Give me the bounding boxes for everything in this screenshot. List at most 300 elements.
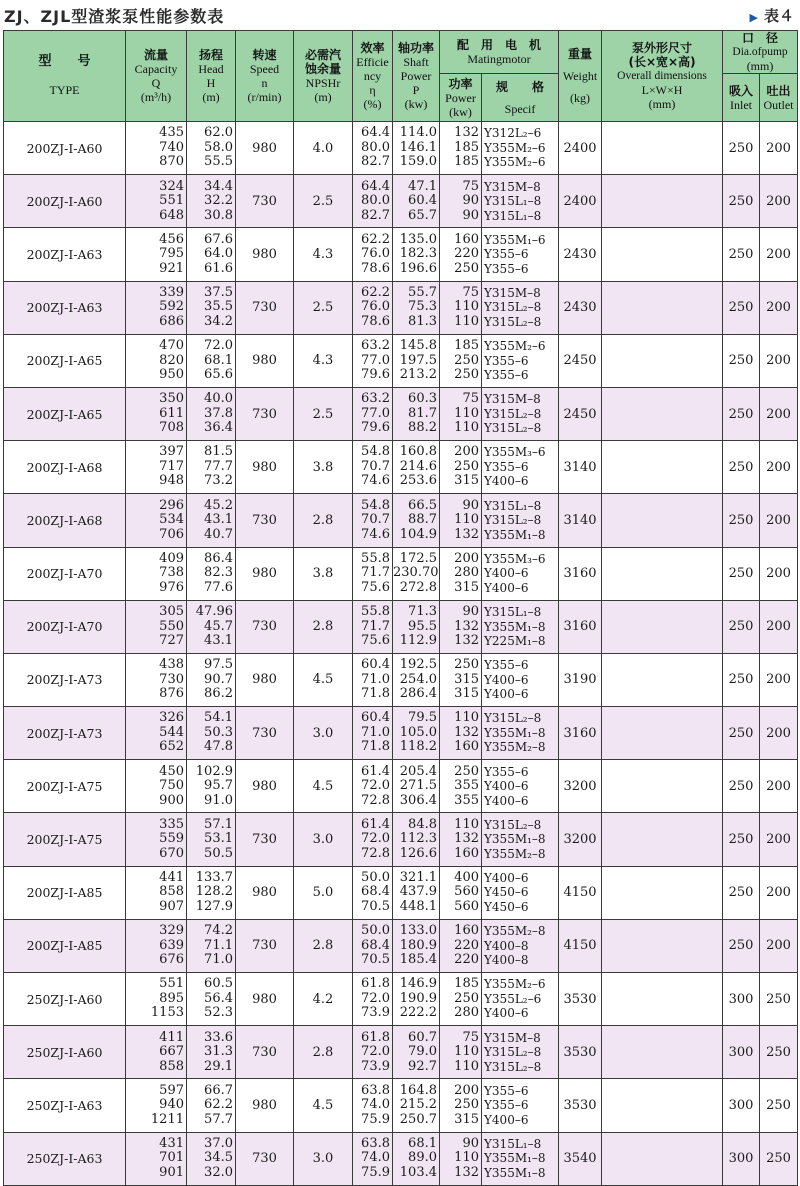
cell-dimensions [602,494,723,547]
value-spec: Y315L₂–8 [484,1045,542,1060]
value-q: 326 [159,710,184,726]
value-q: 940 [159,1097,184,1113]
value-p: 88.7 [408,512,437,528]
cell-h [187,1026,236,1079]
value-eff: 70.7 [361,458,390,474]
cell-n: 730 [236,919,294,972]
cell-eff [353,760,393,813]
value-p: 160.8 [399,444,437,460]
value-eff: 63.8 [361,1135,390,1151]
cell-spec [482,281,559,334]
cell-type: 200ZJ-I-A60 [4,122,126,175]
cell-inlet: 250 [723,334,760,387]
value-mp: 185 [454,154,479,170]
cell-inlet: 250 [723,175,760,228]
value-q: 335 [159,816,184,832]
cell-dimensions [602,441,723,494]
value-p: 65.7 [408,207,437,223]
cell-spec [482,973,559,1026]
value-h: 45.2 [204,497,233,513]
value-mp: 250 [454,260,479,276]
cell-dimensions [602,228,723,281]
cell-n: 980 [236,334,294,387]
value-eff: 70.7 [361,512,390,528]
value-h: 53.1 [204,831,233,847]
value-mp: 90 [462,497,479,513]
value-h: 57.7 [204,1111,233,1127]
value-mp: 250 [454,352,479,368]
value-eff: 62.2 [361,284,390,300]
value-h: 72.0 [204,338,233,354]
cell-mp [440,653,482,706]
cell-type: 200ZJ-I-A68 [4,494,126,547]
value-p: 47.1 [408,178,437,194]
cell-q [126,441,187,494]
cell-eff [353,707,393,760]
value-mp: 132 [454,831,479,847]
cell-type: 200ZJ-I-A60 [4,175,126,228]
value-eff: 71.0 [361,671,390,687]
value-q: 397 [159,444,184,460]
value-spec: Y400–6 [484,1006,529,1021]
cell-mp [440,228,482,281]
value-p: 205.4 [399,763,437,779]
value-q: 409 [159,550,184,566]
value-mp: 132 [454,526,479,542]
value-mp: 280 [454,565,479,581]
value-mp: 185 [454,338,479,354]
cell-mp [440,866,482,919]
cell-h [187,760,236,813]
cell-eff [353,281,393,334]
cell-h [187,707,236,760]
value-eff: 74.6 [361,526,390,542]
value-h: 81.5 [204,444,233,460]
table-row [4,600,798,653]
value-p: 81.3 [408,313,437,329]
cell-type: 250ZJ-I-A63 [4,1079,126,1132]
value-q: 450 [159,763,184,779]
cell-spec [482,813,559,866]
value-h: 47.96 [195,604,233,620]
value-h: 52.3 [204,1005,233,1021]
value-p: 66.5 [408,497,437,513]
value-mp: 250 [454,367,479,383]
header-speed: 转速 Speed n (r/min) [236,31,294,122]
cell-n: 730 [236,600,294,653]
value-mp: 75 [462,391,479,407]
value-p: 321.1 [399,869,437,885]
value-p: 60.3 [408,391,437,407]
value-eff: 60.4 [361,657,390,673]
value-p: 114.0 [399,125,437,141]
value-eff: 54.8 [361,497,390,513]
value-p: 75.3 [408,299,437,315]
value-h: 32.0 [204,1164,233,1180]
value-spec: Y355–6 [484,658,529,673]
cell-eff [353,600,393,653]
value-q: 648 [159,207,184,223]
value-h: 61.6 [204,260,233,276]
table-header [4,31,798,122]
value-spec: Y400–6 [484,566,529,581]
cell-type: 200ZJ-I-A65 [4,334,126,387]
value-eff: 78.6 [361,313,390,329]
value-h: 133.7 [195,869,233,885]
value-mp: 220 [454,937,479,953]
cell-outlet: 200 [760,919,798,972]
value-h: 34.5 [204,1150,233,1166]
value-mp: 160 [454,231,479,247]
value-p: 88.2 [408,420,437,436]
cell-h [187,228,236,281]
value-q: 592 [159,299,184,315]
cell-mp [440,441,482,494]
value-eff: 72.8 [361,792,390,808]
cell-dimensions [602,707,723,760]
value-mp: 200 [454,1082,479,1098]
value-mp: 315 [454,686,479,702]
value-q: 795 [159,246,184,262]
value-mp: 250 [454,458,479,474]
value-eff: 72.0 [361,990,390,1006]
cell-outlet: 200 [760,122,798,175]
cell-outlet: 200 [760,547,798,600]
value-p: 79.0 [408,1044,437,1060]
value-spec: Y315M–8 [484,179,541,194]
value-q: 820 [159,352,184,368]
cell-q [126,919,187,972]
value-h: 45.7 [204,618,233,634]
cell-spec [482,547,559,600]
value-spec: Y225M₁–8 [484,634,546,649]
value-eff: 60.4 [361,710,390,726]
cell-type: 200ZJ-I-A75 [4,813,126,866]
cell-inlet: 250 [723,707,760,760]
value-spec: Y355M₂–8 [484,740,546,755]
value-p: 437.9 [399,884,437,900]
value-mp: 220 [454,952,479,968]
cell-w: 3160 [559,547,602,600]
value-spec: Y355M₃–6 [484,551,546,566]
cell-npsh: 4.3 [294,228,353,281]
cell-w: 2400 [559,175,602,228]
value-q: 907 [159,898,184,914]
cell-n: 980 [236,760,294,813]
cell-eff [353,1026,393,1079]
cell-mp [440,973,482,1026]
cell-dimensions [602,866,723,919]
value-eff: 64.4 [361,125,390,141]
value-q: 456 [159,231,184,247]
header-shaft-power: 轴功率 Shaft Power P (kw) [393,31,440,122]
value-mp: 315 [454,671,479,687]
value-spec: Y355M₂–6 [484,977,546,992]
value-mp: 90 [462,604,479,620]
cell-p [393,334,440,387]
cell-mp [440,547,482,600]
value-eff: 78.6 [361,260,390,276]
value-eff: 79.6 [361,420,390,436]
cell-w: 3190 [559,653,602,706]
value-spec: Y355M₂–6 [484,155,546,170]
value-q: 667 [159,1044,184,1060]
cell-dimensions [602,387,723,440]
value-eff: 72.0 [361,1044,390,1060]
cell-mp [440,760,482,813]
cell-n: 730 [236,494,294,547]
value-q: 976 [159,579,184,595]
cell-w: 2450 [559,334,602,387]
cell-inlet: 250 [723,281,760,334]
value-h: 54.1 [204,710,233,726]
value-h: 34.2 [204,313,233,329]
cell-p [393,494,440,547]
cell-type: 200ZJ-I-A85 [4,866,126,919]
value-q: 544 [159,724,184,740]
cell-eff [353,813,393,866]
cell-npsh: 3.0 [294,707,353,760]
cell-q [126,387,187,440]
cell-eff [353,175,393,228]
cell-spec [482,600,559,653]
cell-w: 3140 [559,494,602,547]
cell-dimensions [602,760,723,813]
cell-p [393,1132,440,1185]
value-spec: Y355–6 [484,247,529,262]
cell-w: 3540 [559,1132,602,1185]
table-row [4,122,798,175]
value-p: 215.2 [399,1097,437,1113]
cell-mp [440,600,482,653]
value-eff: 64.4 [361,178,390,194]
value-spec: Y355M₃–6 [484,445,546,460]
value-mp: 132 [454,618,479,634]
cell-q [126,760,187,813]
value-eff: 70.5 [361,898,390,914]
cell-mp [440,1026,482,1079]
cell-eff [353,334,393,387]
value-h: 82.3 [204,565,233,581]
value-h: 29.1 [204,1058,233,1074]
cell-npsh: 3.8 [294,441,353,494]
cell-npsh: 4.5 [294,1079,353,1132]
cell-q [126,600,187,653]
value-p: 182.3 [399,246,437,262]
value-p: 133.0 [399,923,437,939]
cell-eff [353,387,393,440]
cell-npsh: 2.8 [294,1026,353,1079]
value-h: 37.0 [204,1135,233,1151]
value-spec: Y315L₂–8 [484,513,542,528]
cell-w: 2450 [559,387,602,440]
value-p: 192.5 [399,657,437,673]
table-number: 表４ [763,7,794,25]
value-h: 65.6 [204,367,233,383]
value-q: 431 [159,1135,184,1151]
value-p: 271.5 [399,778,437,794]
value-mp: 250 [454,990,479,1006]
cell-p [393,122,440,175]
value-eff: 55.8 [361,604,390,620]
value-p: 180.9 [399,937,437,953]
cell-h [187,600,236,653]
cell-inlet: 300 [723,1026,760,1079]
value-p: 60.7 [408,1029,437,1045]
value-eff: 72.0 [361,778,390,794]
value-eff: 73.9 [361,1005,390,1021]
value-q: 727 [159,633,184,649]
value-p: 146.9 [399,976,437,992]
value-mp: 315 [454,473,479,489]
value-p: 185.4 [399,952,437,968]
cell-n: 730 [236,175,294,228]
cell-spec [482,175,559,228]
cell-mp [440,281,482,334]
value-eff: 82.7 [361,154,390,170]
cell-p [393,653,440,706]
cell-inlet: 300 [723,973,760,1026]
cell-h [187,175,236,228]
value-mp: 315 [454,1111,479,1127]
cell-eff [353,973,393,1026]
cell-n: 980 [236,866,294,919]
value-eff: 72.8 [361,845,390,861]
value-q: 730 [159,671,184,687]
value-eff: 55.8 [361,550,390,566]
value-spec: Y355–6 [484,368,529,383]
value-h: 37.5 [204,284,233,300]
cell-outlet: 200 [760,813,798,866]
value-q: 550 [159,618,184,634]
cell-npsh: 2.5 [294,175,353,228]
cell-spec [482,494,559,547]
value-mp: 132 [454,1164,479,1180]
value-spec: Y450–6 [484,899,529,914]
value-h: 62.2 [204,1097,233,1113]
cell-type: 200ZJ-I-A65 [4,387,126,440]
cell-q [126,547,187,600]
value-q: 895 [159,990,184,1006]
cell-h [187,919,236,972]
cell-p [393,973,440,1026]
value-q: 611 [159,405,184,421]
cell-type: 200ZJ-I-A85 [4,919,126,972]
value-eff: 77.0 [361,405,390,421]
cell-h [187,441,236,494]
value-eff: 54.8 [361,444,390,460]
value-spec: Y315L₁–8 [484,605,542,620]
cell-npsh: 2.8 [294,919,353,972]
value-h: 57.1 [204,816,233,832]
cell-p [393,175,440,228]
value-h: 102.9 [195,763,233,779]
cell-npsh: 3.0 [294,813,353,866]
value-p: 222.2 [399,1005,437,1021]
cell-h [187,281,236,334]
value-eff: 61.4 [361,816,390,832]
cell-w: 2430 [559,281,602,334]
cell-h [187,1132,236,1185]
cell-p [393,600,440,653]
cell-outlet: 200 [760,653,798,706]
cell-n: 730 [236,707,294,760]
value-q: 534 [159,512,184,528]
cell-mp [440,387,482,440]
cell-outlet: 250 [760,1026,798,1079]
cell-q [126,494,187,547]
header-head: 扬程 Head H (m) [187,31,236,122]
value-p: 126.6 [399,845,437,861]
cell-inlet: 250 [723,122,760,175]
value-q: 717 [159,458,184,474]
cell-type: 250ZJ-I-A60 [4,1026,126,1079]
cell-dimensions [602,919,723,972]
cell-q [126,175,187,228]
value-spec: Y355M₁–8 [484,1165,546,1180]
value-q: 740 [159,139,184,155]
value-q: 1211 [150,1111,184,1127]
value-h: 33.6 [204,1029,233,1045]
value-p: 306.4 [399,792,437,808]
value-p: 164.8 [399,1082,437,1098]
value-q: 1153 [150,1005,184,1021]
value-eff: 74.0 [361,1097,390,1113]
value-h: 77.7 [204,458,233,474]
value-h: 47.8 [204,739,233,755]
table-row [4,813,798,866]
value-eff: 77.0 [361,352,390,368]
cell-dimensions [602,122,723,175]
value-mp: 355 [454,778,479,794]
value-q: 858 [159,1058,184,1074]
cell-outlet: 200 [760,760,798,813]
value-h: 43.1 [204,633,233,649]
value-q: 435 [159,125,184,141]
value-h: 97.5 [204,657,233,673]
cell-eff [353,866,393,919]
document-title: ZJ、ZJL型渣浆泵性能参数表 [4,7,225,26]
value-q: 551 [159,193,184,209]
value-spec: Y315L₁–8 [484,1136,542,1151]
value-spec: Y315L₂–8 [484,314,542,329]
value-mp: 110 [454,1058,479,1074]
cell-outlet: 200 [760,600,798,653]
cell-mp [440,919,482,972]
cell-p [393,813,440,866]
cell-dimensions [602,600,723,653]
cell-spec [482,866,559,919]
cell-p [393,1026,440,1079]
value-spec: Y355M₁–8 [484,725,546,740]
value-spec: Y355M₁–6 [484,232,546,247]
value-h: 62.0 [204,125,233,141]
value-q: 706 [159,526,184,542]
value-h: 128.2 [195,884,233,900]
cell-spec [482,1132,559,1185]
value-spec: Y355M₂–8 [484,924,546,939]
value-eff: 73.9 [361,1058,390,1074]
cell-h [187,973,236,1026]
value-h: 30.8 [204,207,233,223]
header-motor-power: 功率 Power (kw) [440,74,482,122]
value-p: 272.8 [399,579,437,595]
value-h: 60.5 [204,976,233,992]
value-spec: Y315L₁–8 [484,208,542,223]
table-row [4,1026,798,1079]
cell-dimensions [602,175,723,228]
cell-outlet: 250 [760,1132,798,1185]
